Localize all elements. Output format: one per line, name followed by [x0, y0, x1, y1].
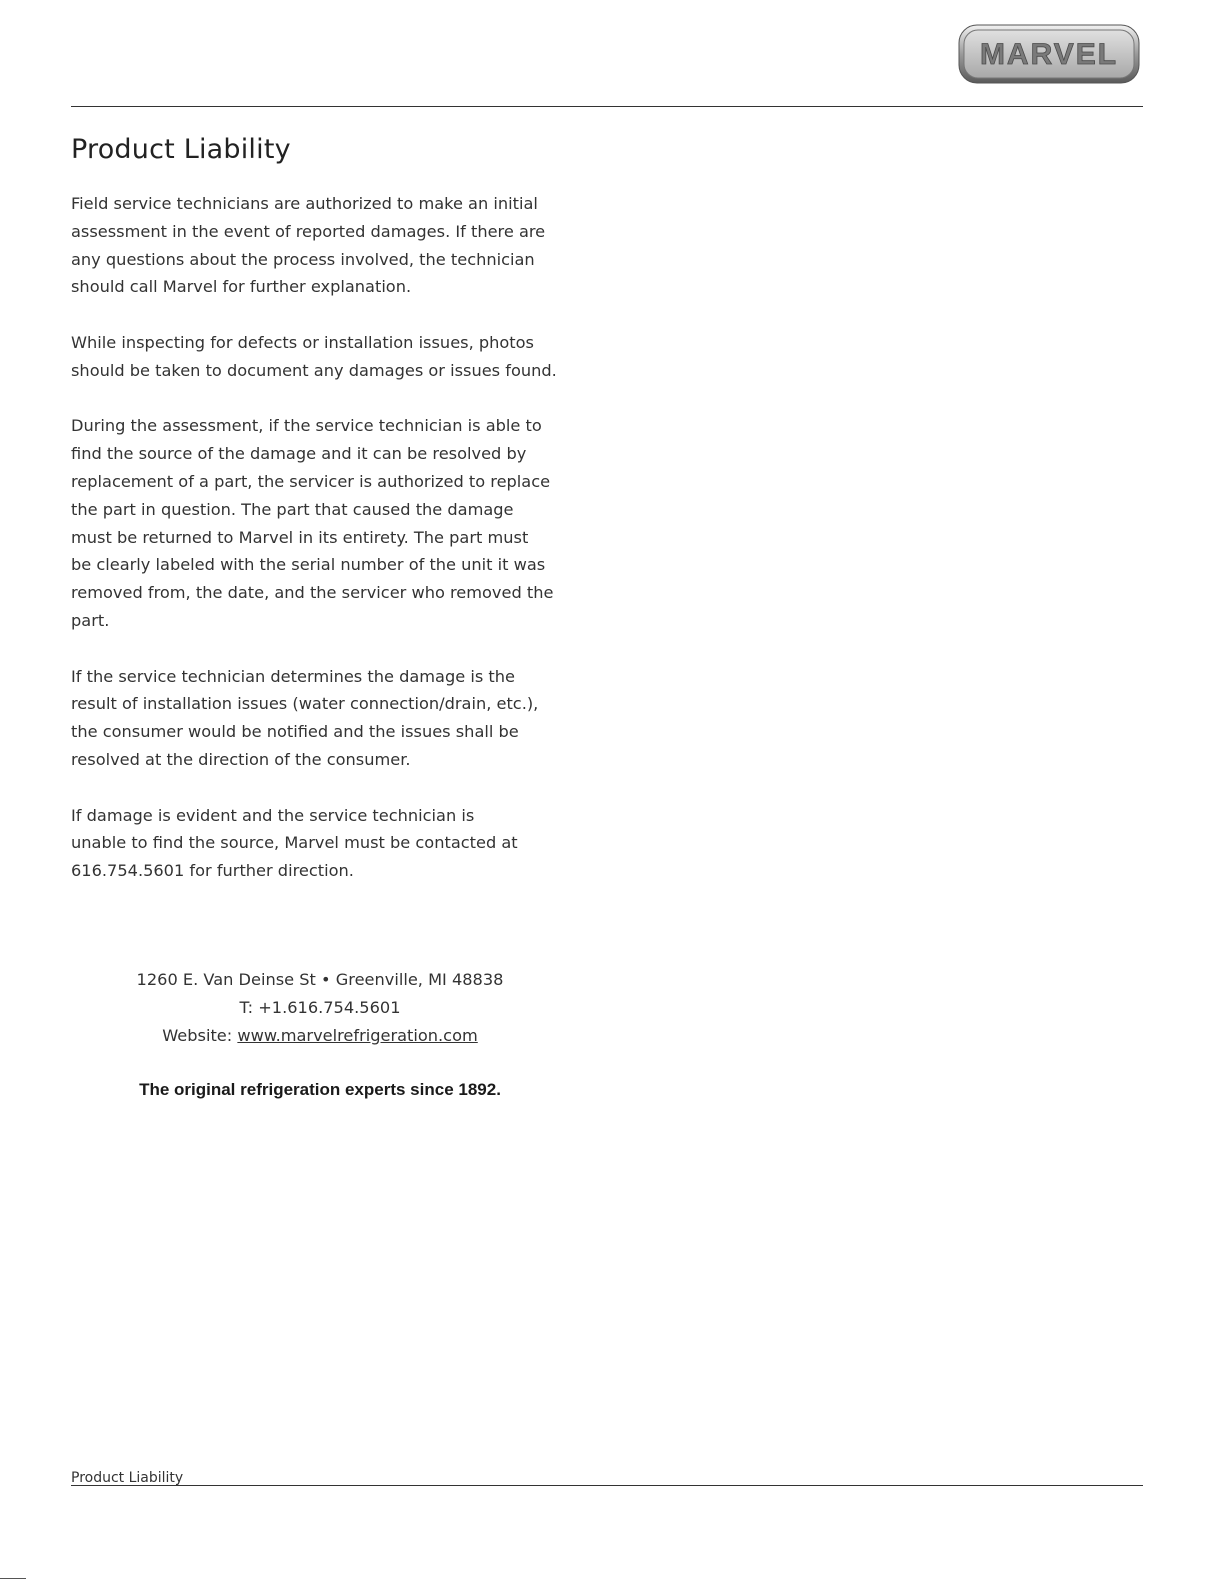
- contact-block: [100, 966, 540, 1049]
- paragraph-initial-assessment: [71, 190, 591, 301]
- paragraph-part-replacement: [71, 412, 591, 634]
- text-line: If the service technician determines the damage is the: [71, 666, 515, 686]
- paragraph-contact-marvel: [71, 802, 591, 885]
- logo-wordmark: MARVEL: [979, 38, 1119, 71]
- text-line: removed from, the date, and the servicer who removed the: [71, 583, 554, 603]
- footer-section-label: Product Liability: [71, 1470, 184, 1486]
- text-line: If damage is evident and the service technician is: [71, 805, 475, 825]
- marvel-logo: [958, 24, 1140, 84]
- paragraph-photos: [71, 329, 591, 385]
- paragraph-installation-issues: [71, 663, 591, 774]
- website-label: Website:: [162, 1025, 233, 1045]
- text-line: While inspecting for defects or installation issues, photos: [71, 332, 534, 352]
- text-line: part.: [71, 610, 110, 630]
- text-line: replacement of a part, the servicer is authorized to replace: [71, 471, 551, 491]
- text-line: the consumer would be notified and the issues shall be: [71, 722, 519, 742]
- company-tagline: The original refrigeration experts since 1892.: [139, 1080, 501, 1099]
- website-line: [100, 1022, 540, 1050]
- text-line: be clearly labeled with the serial number of the unit it was: [71, 555, 546, 575]
- footer-divider: [71, 1485, 1143, 1486]
- page-edge-mark: [0, 1578, 26, 1579]
- text-line: find the source of the damage and it can be resolved by: [71, 444, 527, 464]
- body-content: [71, 190, 591, 913]
- text-line: Field service technicians are authorized to make an initial: [71, 194, 538, 213]
- text-line: the part in question. The part that caused the damage: [71, 499, 514, 519]
- text-line: 616.754.5601 for further direction.: [71, 861, 354, 881]
- text-line: any questions about the process involved, the technician: [71, 249, 535, 269]
- text-line: must be returned to Marvel in its entirety. The part must: [71, 527, 529, 547]
- text-line: assessment in the event of reported damages. If there are: [71, 221, 546, 241]
- text-line: result of installation issues (water connection/drain, etc.),: [71, 694, 539, 714]
- page-title: Product Liability: [71, 134, 291, 165]
- text-line: During the assessment, if the service technician is able to: [71, 416, 542, 436]
- header-divider: [71, 106, 1143, 107]
- text-line: resolved at the direction of the consumer.: [71, 749, 411, 769]
- text-line: unable to find the source, Marvel must be contacted at: [71, 833, 518, 853]
- text-line: should be taken to document any damages or issues found.: [71, 360, 557, 380]
- text-line: should call Marvel for further explanation.: [71, 277, 412, 297]
- phone-number: T: +1.616.754.5601: [239, 997, 401, 1017]
- street-address: 1260 E. Van Deinse St • Greenville, MI 48838: [136, 970, 504, 989]
- website-link[interactable]: www.marvelrefrigeration.com: [237, 1025, 478, 1045]
